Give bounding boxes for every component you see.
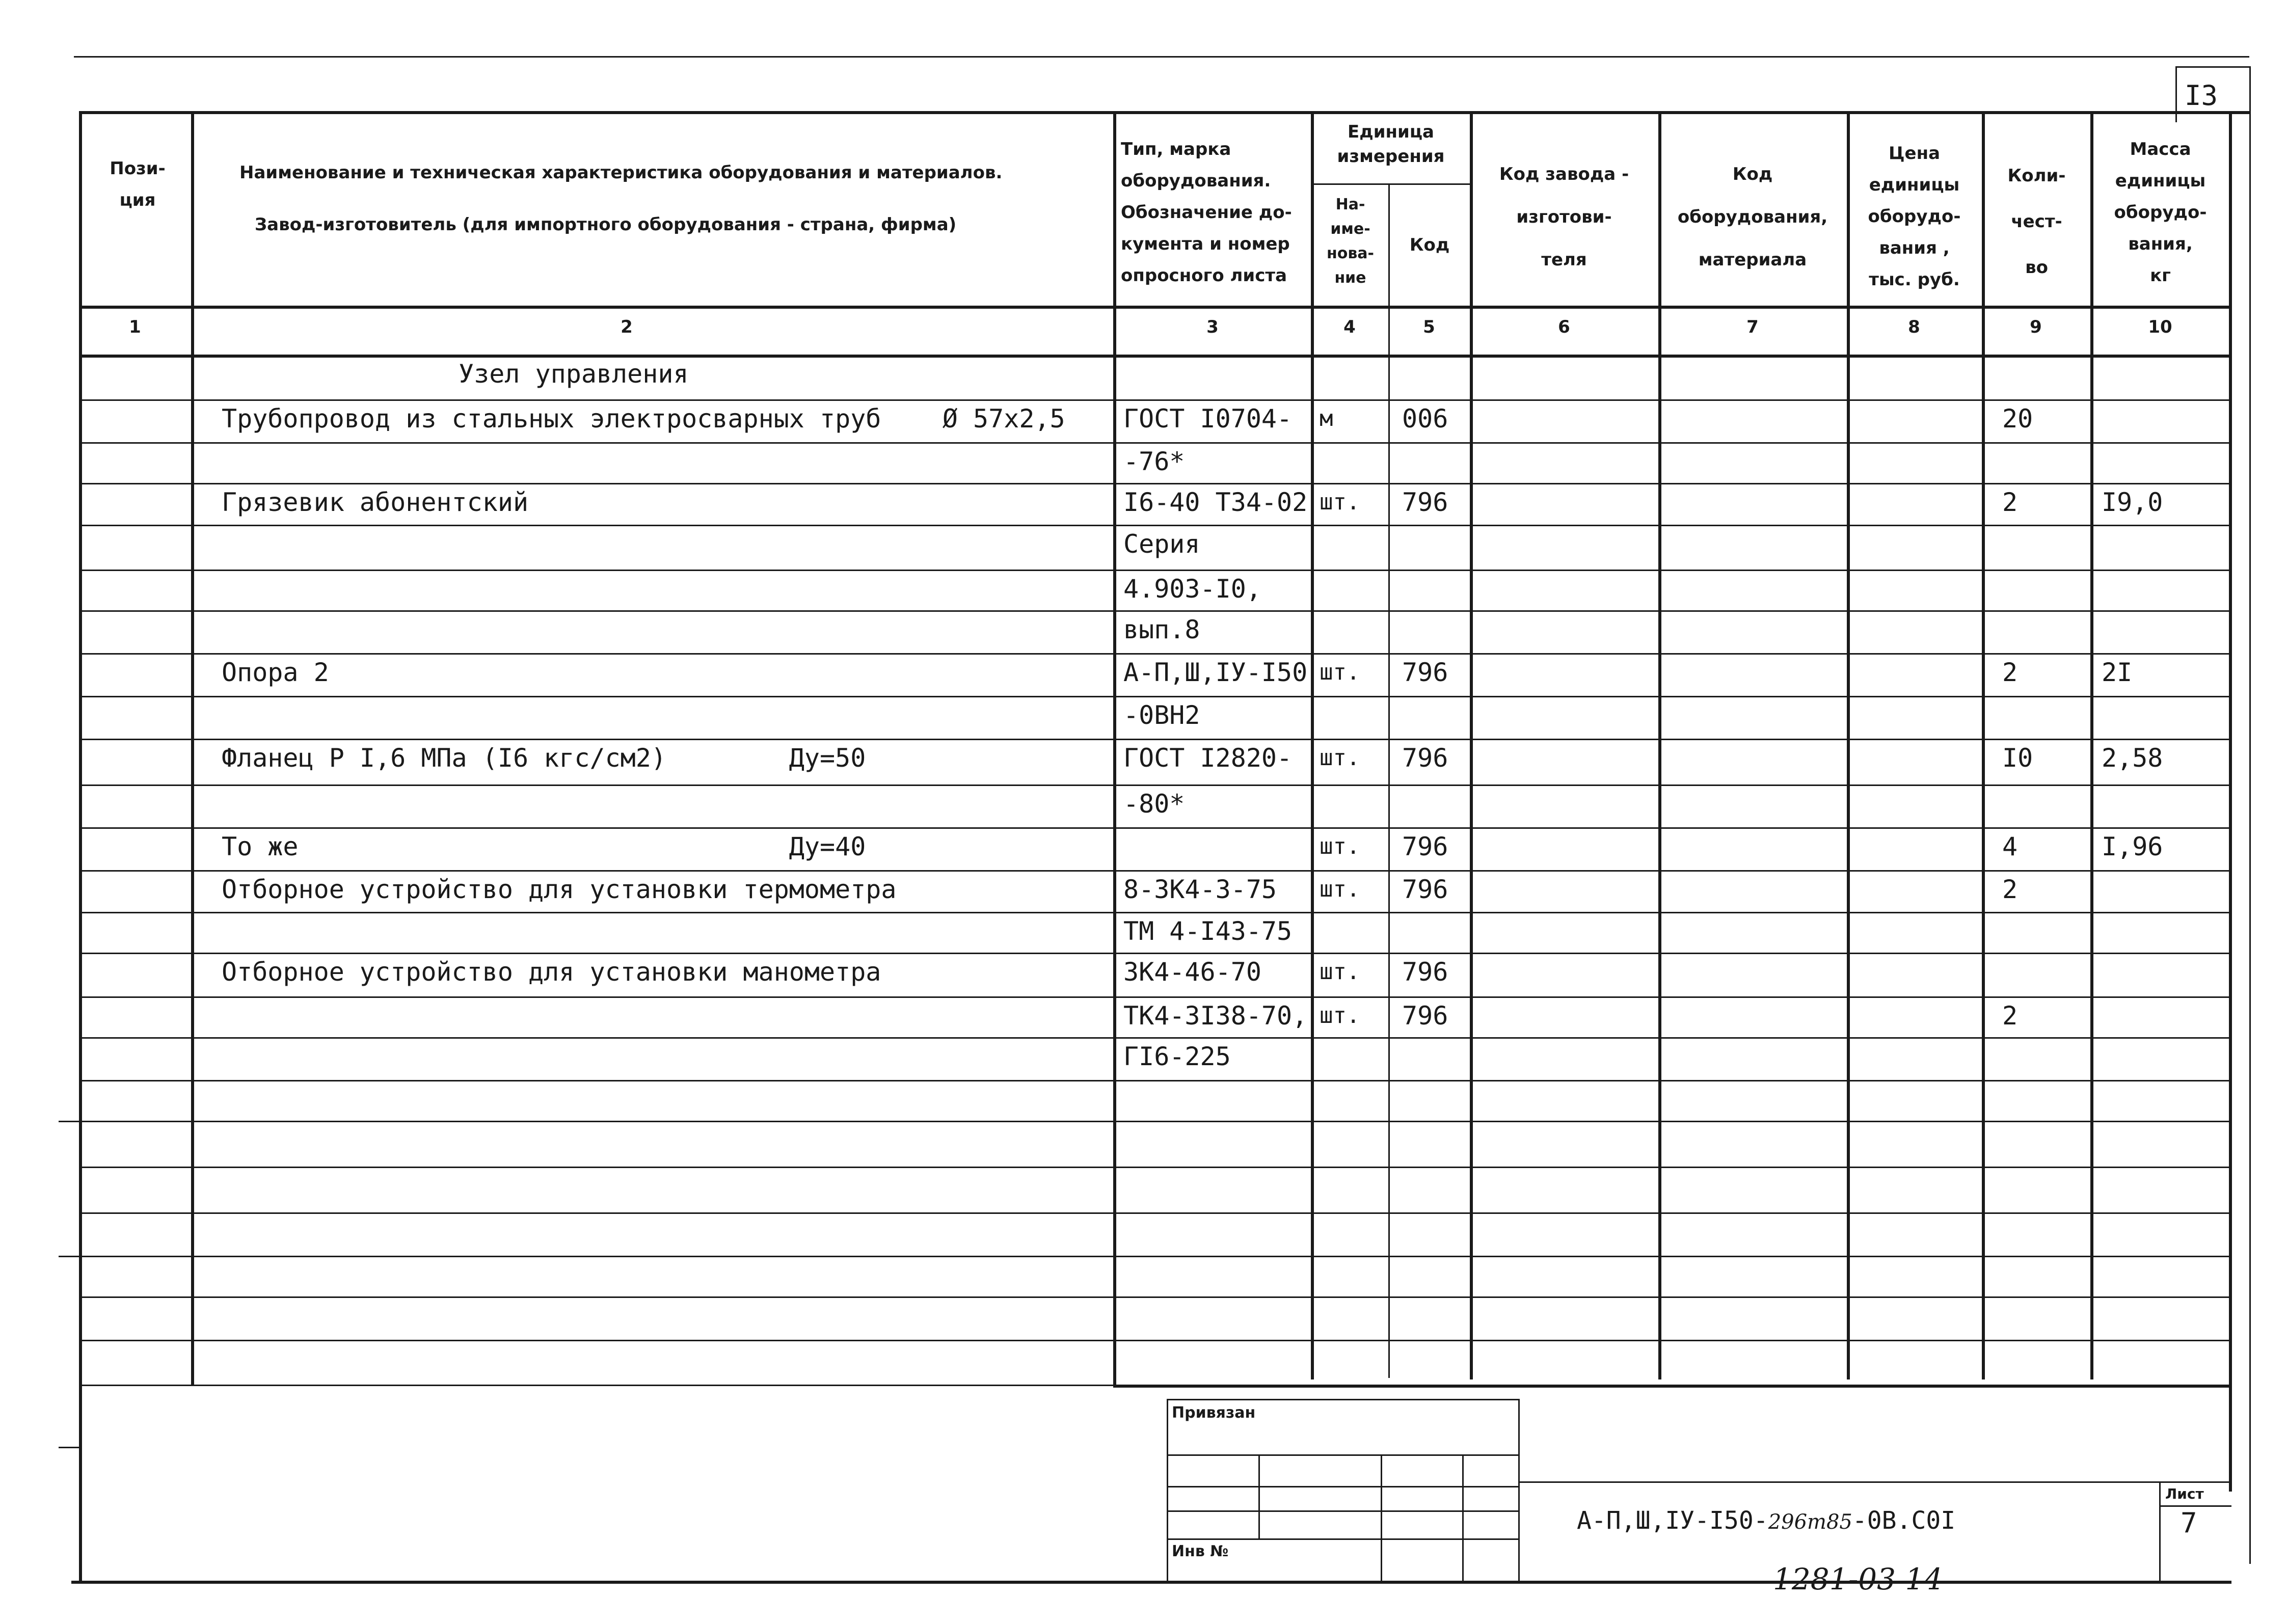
cell-code: 796 xyxy=(1402,957,1448,987)
handwritten-code: 1281-03 14 xyxy=(1773,1562,1943,1596)
cell-type: -80* xyxy=(1123,789,1185,819)
sheet-label: Лист xyxy=(2165,1485,2204,1502)
table-bottom-border xyxy=(1113,1385,2231,1388)
cell-type: 8-3К4-3-75 xyxy=(1123,875,1277,904)
cell-name: Грязевик абонентский xyxy=(222,488,529,517)
row-line xyxy=(79,610,2231,612)
header-mass: Масса единицы оборудо- вания, кг xyxy=(2114,139,2207,286)
sheet-cell-left xyxy=(2159,1481,2161,1581)
column-number: 3 xyxy=(1206,317,1219,337)
cell-type: ТК4-3I38-70, xyxy=(1123,1001,1308,1031)
cell-code: 796 xyxy=(1402,743,1448,773)
stamp-divider xyxy=(1258,1454,1260,1538)
column-number: 8 xyxy=(1908,317,1920,337)
document-code: А-П,Ш,IУ-I50-296т85-0В.С0I xyxy=(1577,1506,1956,1535)
cell-type: вып.8 xyxy=(1123,615,1200,644)
col-border-8 xyxy=(1982,111,1985,1379)
cell-unit: шт. xyxy=(1320,876,1360,902)
cell-code: 796 xyxy=(1402,488,1448,517)
cell-unit: шт. xyxy=(1320,489,1360,515)
sheet-box-right xyxy=(2249,66,2251,122)
cell-type: ГОСТ I2820- xyxy=(1123,743,1293,773)
cell-type: А-П,Ш,IУ-I50 xyxy=(1123,658,1308,687)
header-position: Пози- ция xyxy=(110,158,166,210)
col-border-10 xyxy=(2229,111,2232,1492)
row-line xyxy=(79,525,2231,526)
column-number: 6 xyxy=(1558,317,1570,337)
column-number: 4 xyxy=(1343,317,1356,337)
header-unit-group: Единица измерения xyxy=(1337,122,1445,167)
margin-tick xyxy=(59,1121,80,1122)
row-line xyxy=(79,739,2231,740)
row-line xyxy=(79,1167,2231,1168)
stamp-left xyxy=(1167,1399,1168,1581)
frame-right xyxy=(2249,122,2251,1564)
row-line xyxy=(79,483,2231,484)
cell-unit: м xyxy=(1320,405,1333,431)
cell-qty: 20 xyxy=(2002,404,2033,434)
cell-qty: 4 xyxy=(2002,832,2018,861)
cell-type: 3К4-46-70 xyxy=(1123,957,1261,987)
header-bottom-border xyxy=(79,306,2231,309)
cell-qty: 2 xyxy=(2002,488,2018,517)
top-rule xyxy=(74,56,2249,58)
col-border-5 xyxy=(1470,111,1473,1379)
row-line xyxy=(79,953,2231,954)
header-unit-name: На- име- нова- ние xyxy=(1326,196,1375,287)
cell-unit: шт. xyxy=(1320,659,1360,685)
title-block-line xyxy=(1518,1481,2231,1483)
col-border-9 xyxy=(2090,111,2093,1379)
row-line xyxy=(79,696,2231,697)
cell-type: ГОСТ I0704- xyxy=(1123,404,1293,434)
cell-name: То же Ду=40 xyxy=(222,832,866,861)
col-border-1 xyxy=(191,111,194,1385)
stamp-line xyxy=(1167,1454,1518,1456)
cell-unit: шт. xyxy=(1320,833,1360,859)
cell-code: 006 xyxy=(1402,404,1448,434)
row-line xyxy=(79,827,2231,829)
row-line xyxy=(79,1296,2231,1298)
row-line xyxy=(79,912,2231,913)
sheet-number: I3 xyxy=(2185,79,2218,112)
column-number: 5 xyxy=(1423,317,1435,337)
cell-unit: шт. xyxy=(1320,745,1360,771)
row-line xyxy=(79,1256,2231,1257)
row-line xyxy=(79,399,2231,401)
col-border-3 xyxy=(1311,111,1314,1379)
row-line xyxy=(79,1212,2231,1214)
margin-tick xyxy=(59,1256,80,1257)
header-plant-code: Код завода - изготови- теля xyxy=(1499,164,1629,270)
header-price: Цена единицы оборудо- вания , тыс. руб. xyxy=(1868,143,1961,290)
row-line xyxy=(79,784,2231,786)
cell-mass: 2I xyxy=(2102,658,2133,687)
cell-type: 4.903-I0, xyxy=(1123,574,1261,604)
col-border-7 xyxy=(1847,111,1850,1379)
col-border-6 xyxy=(1658,111,1661,1379)
stamp-top xyxy=(1167,1399,1518,1400)
sheet-box-top xyxy=(2175,66,2251,68)
header-equipment-code: Код оборудования, материала xyxy=(1677,164,1828,270)
col-border-2 xyxy=(1113,111,1116,1385)
cell-name: Трубопровод из стальных электросварных труб Ø 57х2,5 xyxy=(222,404,1065,434)
cell-mass: I,96 xyxy=(2102,832,2163,861)
row-line xyxy=(79,1037,2231,1039)
cell-type: ГI6-225 xyxy=(1123,1042,1231,1071)
column-number: 2 xyxy=(621,317,633,337)
row-line xyxy=(79,442,2231,444)
header-unit-code: Код xyxy=(1409,235,1450,255)
row-line xyxy=(79,996,2231,998)
cell-qty: 2 xyxy=(2002,1001,2018,1031)
unit-group-divider xyxy=(1311,183,1470,185)
inventory-label: Инв № xyxy=(1172,1542,1229,1560)
header-name-line1: Наименование и техническая характеристика оборудования и материалов. xyxy=(239,163,1003,183)
table-top-border xyxy=(79,111,2249,114)
cell-qty: I0 xyxy=(2002,743,2033,773)
stamp-line xyxy=(1167,1538,1518,1540)
stamp-divider xyxy=(1462,1454,1464,1581)
row-line xyxy=(79,355,2231,356)
cell-code: 796 xyxy=(1402,875,1448,904)
cell-unit: шт. xyxy=(1320,959,1360,985)
cell-mass: I9,0 xyxy=(2102,488,2163,517)
column-number: 1 xyxy=(129,317,141,337)
margin-tick xyxy=(59,1447,80,1448)
stamp-line xyxy=(1167,1510,1518,1512)
column-number: 9 xyxy=(2030,317,2042,337)
cell-mass: 2,58 xyxy=(2102,743,2163,773)
cell-type: -0ВН2 xyxy=(1123,700,1200,730)
header-name-line2: Завод-изготовитель (для импортного оборудования - страна, фирма) xyxy=(255,214,957,235)
cell-code: 796 xyxy=(1402,1001,1448,1031)
column-number: 7 xyxy=(1746,317,1759,337)
header-quantity: Коли- чест- во xyxy=(2007,166,2066,278)
bound-label: Привязан xyxy=(1172,1404,1256,1422)
stamp-right xyxy=(1518,1399,1520,1581)
cell-qty: 2 xyxy=(2002,658,2018,687)
cell-name: Отборное устройство для установки термометра xyxy=(222,875,897,904)
row-line xyxy=(79,1121,2231,1122)
cell-type: -76* xyxy=(1123,447,1185,476)
cell-code: 796 xyxy=(1402,832,1448,861)
col-border-4 xyxy=(1388,183,1390,1378)
frame-left xyxy=(79,111,82,1581)
cell-type: Серия xyxy=(1123,529,1200,559)
cell-name: Узел управления xyxy=(459,359,689,389)
row-line xyxy=(79,570,2231,571)
cell-qty: 2 xyxy=(2002,875,2018,904)
column-number: 10 xyxy=(2148,317,2172,337)
row-line xyxy=(79,870,2231,872)
row-line xyxy=(79,653,2231,655)
row-line xyxy=(79,1080,2231,1081)
cell-name: Фланец Р I,6 МПа (I6 кгс/см2) Ду=50 xyxy=(222,743,866,773)
header-type: Тип, марка оборудования. Обозначение до- кумента и номер опросного листа xyxy=(1121,139,1292,286)
stamp-divider xyxy=(1381,1454,1382,1581)
cell-name: Опора 2 xyxy=(222,658,329,687)
cell-type: ТМ 4-I43-75 xyxy=(1123,916,1293,946)
cell-name: Отборное устройство для установки манометра xyxy=(222,957,881,987)
sheet-value: 7 xyxy=(2181,1507,2197,1539)
cell-unit: шт. xyxy=(1320,1003,1360,1028)
stamp-line xyxy=(1167,1486,1518,1487)
cell-type: I6-40 Т34-02 xyxy=(1123,488,1308,517)
row-line xyxy=(79,1340,2231,1341)
cell-code: 796 xyxy=(1402,658,1448,687)
